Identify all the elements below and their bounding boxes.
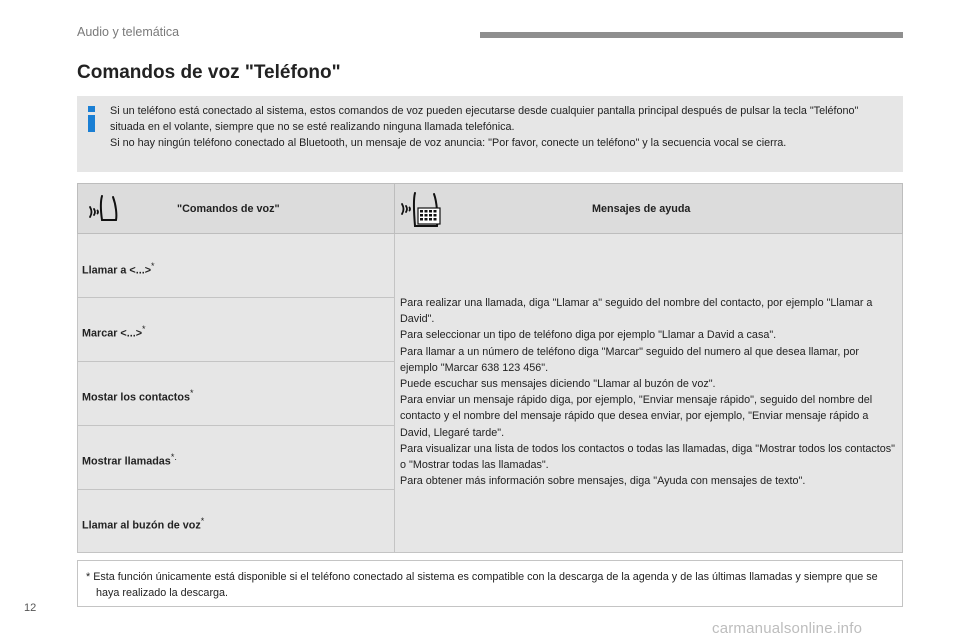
header-commands-label: "Comandos de voz": [177, 203, 280, 215]
help-line: Para seleccionar un tipo de teléfono diga por ejemplo "Llamar a David a casa".: [400, 329, 777, 342]
table-header-commands: [77, 183, 395, 234]
help-line: Para obtener más información sobre mensajes, diga "Ayuda con mensajes de texto".: [400, 475, 806, 488]
voice-help-icon: [399, 190, 443, 230]
command-label: Marcar <...>*: [82, 324, 146, 340]
commands-table: [77, 183, 903, 553]
help-line: Puede escuchar sus mensajes diciendo "Llamar al buzón de voz".: [400, 378, 716, 391]
command-row: [77, 298, 395, 362]
footnote-box: [77, 560, 903, 607]
command-label: Mostar los contactos*: [82, 388, 194, 404]
info-text: [110, 103, 895, 151]
page-number: 12: [24, 602, 37, 614]
footnote-text: * Esta función únicamente está disponible si el teléfono conectado al sistema es compatible con la descarga de la agenda y de las últimas llamadas y siempre que se haya realizado la descarga.: [86, 571, 878, 599]
voice-command-icon: [87, 193, 121, 225]
command-label: Mostrar llamadas*.: [82, 452, 177, 468]
watermark: carmanualsonline.info: [712, 620, 863, 637]
header-bar: [480, 32, 903, 38]
help-messages-cell: [395, 234, 903, 553]
help-line: Para enviar un mensaje rápido diga, por ejemplo, "Enviar mensaje rápido", seguido del nombre del contacto y el nombre del mensaje rápido que desea enviar, por ejemplo, "Enviar mensaje rápido a David, Llegaré tarde".: [400, 394, 873, 439]
page-title: Comandos de voz "Teléfono": [77, 62, 341, 83]
command-label: Llamar al buzón de voz*: [82, 516, 205, 532]
info-icon: [85, 106, 99, 134]
command-row: [77, 490, 395, 553]
info-line: Si un teléfono está conectado al sistema, estos comandos de voz pueden ejecutarse desde cualquier pantalla principal después de pulsar la tecla "Teléfono" situada en el volante, siempre que no se esté realizando ninguna llamada telefónica.: [110, 105, 859, 133]
section-label: Audio y telemática: [77, 25, 180, 39]
help-line: Para llamar a un número de teléfono diga "Marcar" seguido del numero al que desea llamar, por ejemplo "Marcar 638 123 456".: [400, 345, 859, 374]
command-row: [77, 234, 395, 298]
help-text: [400, 295, 896, 489]
info-line: Si no hay ningún teléfono conectado al Bluetooth, un mensaje de voz anuncia: "Por favor, conecte un teléfono" y la secuencia vocal se cierra.: [110, 137, 787, 149]
command-row: [77, 362, 395, 426]
command-row: [77, 426, 395, 490]
info-box: [77, 96, 903, 172]
info-icon-bar: [88, 115, 95, 132]
help-line: Para realizar una llamada, diga "Llamar a" seguido del nombre del contacto, por ejemplo "Llamar a David".: [400, 297, 873, 326]
help-line: Para visualizar una lista de todos los contactos o todas las llamadas, diga "Mostrar todos los contactos" o "Mostrar todas las llamadas".: [400, 442, 895, 472]
table-header-help: [395, 183, 903, 234]
info-icon-dot: [88, 106, 95, 112]
header-help-label: Mensajes de ayuda: [592, 203, 691, 215]
command-label: Llamar a <...>*: [82, 261, 155, 277]
